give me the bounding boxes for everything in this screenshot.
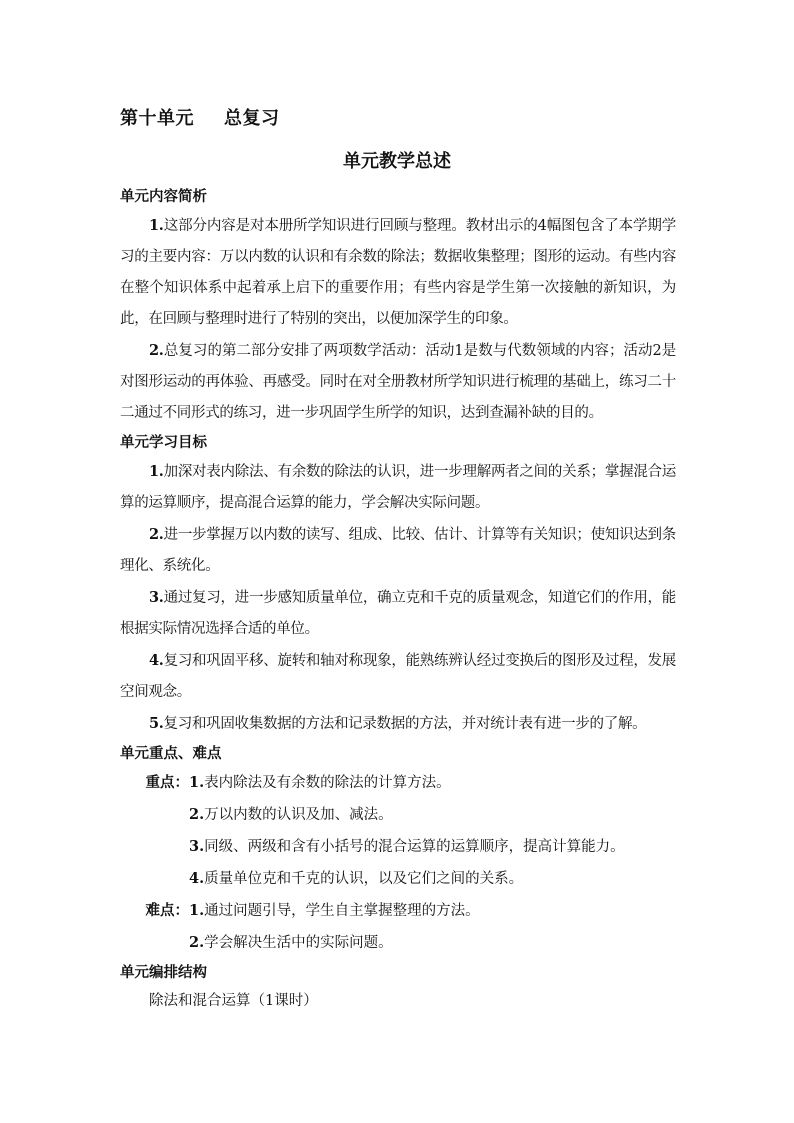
goal-item-4 (120, 645, 676, 708)
key-point-1 (120, 767, 676, 799)
section-heading-goals: 单元学习目标 (120, 434, 207, 451)
unit-number: 第十单元 (120, 108, 194, 129)
section-heading-structure: 单元编排结构 (120, 964, 207, 981)
key-point-3 (120, 831, 676, 863)
goal-text: 通过复习，进一步感知质量单位，确立克和千克的质量观念，知道它们的作用，能根据实际情况选择合适的单位。 (120, 590, 676, 637)
analysis-paragraph-1 (120, 210, 676, 335)
section-heading-analysis: 单元内容简析 (120, 188, 207, 205)
document-title: 单元教学总述 (343, 151, 451, 172)
paragraph-text: 这部分内容是对本册所学知识进行回顾与整理。教材出示的4幅图包含了本学期学习的主要内容：万以内数的认识和有余数的除法；数据收集整理；图形的运动。有些内容在整个知识体系中起着承上启下的重要作用；有些内容是学生第一次接触的新知识，为此，在回顾与整理时进行了特别的突出，以便加深学生的印象。 (120, 218, 676, 327)
key-point-4 (120, 863, 676, 895)
key-point-text: 表内除法及有余数的除法的计算方法。 (204, 775, 451, 791)
goal-number: 5. (149, 715, 164, 732)
goal-text: 加深对表内除法、有余数的除法的认识，进一步理解两者之间的关系；掌握混合运算的运算顺序，提高混合运算的能力，学会解决实际问题。 (120, 464, 676, 511)
document-body (120, 183, 676, 1017)
key-point-2 (120, 799, 676, 831)
paragraph-number: 1. (149, 217, 164, 234)
unit-name: 总复习 (224, 108, 280, 129)
key-point-number: 1. (189, 774, 205, 791)
key-point-text: 同级、两级和含有小括号的混合运算的运算顺序，提高计算能力。 (204, 839, 625, 855)
goal-number: 4. (149, 652, 164, 669)
difficulty-text: 通过问题引导，学生自主掌握整理的方法。 (204, 903, 480, 919)
goal-item-1 (120, 456, 676, 519)
difficulty-1 (120, 895, 676, 927)
difficulty-number: 2. (189, 934, 205, 951)
difficulty-text: 学会解决生活中的实际问题。 (204, 935, 393, 951)
goal-text: 进一步掌握万以内数的读写、组成、比较、估计、计算等有关知识；使知识达到条理化、系统化。 (120, 527, 676, 574)
goal-item-3 (120, 582, 676, 645)
key-point-number: 4. (189, 870, 205, 887)
goal-text: 复习和巩固收集数据的方法和记录数据的方法，并对统计表有进一步的了解。 (163, 716, 647, 732)
key-points-label: 重点： (145, 774, 189, 791)
key-point-text: 万以内数的认识及加、减法。 (204, 807, 393, 823)
difficulty-number: 1. (189, 902, 205, 919)
goal-number: 3. (149, 589, 164, 606)
goal-text: 复习和巩固平移、旋转和轴对称现象，能熟练辨认经过变换后的图形及过程，发展空间观念。 (120, 653, 676, 700)
key-point-text: 质量单位克和千克的认识，以及它们之间的关系。 (204, 871, 524, 887)
structure-line: 除法和混合运算（1课时） (149, 993, 318, 1009)
difficulty-2 (120, 927, 676, 959)
goal-number: 2. (149, 526, 164, 543)
analysis-paragraph-2 (120, 335, 676, 429)
section-heading-focus: 单元重点、难点 (120, 745, 222, 762)
goal-number: 1. (149, 463, 164, 480)
key-point-number: 3. (189, 838, 205, 855)
paragraph-text: 总复习的第二部分安排了两项数学活动：活动1是数与代数领域的内容；活动2是对图形运动的再体验、再感受。同时在对全册教材所学知识进行梳理的基础上，练习二十二通过不同形式的练习，进一步巩固学生所学的知识，达到查漏补缺的目的。 (120, 343, 676, 421)
key-point-number: 2. (189, 806, 205, 823)
goal-item-5 (120, 708, 676, 740)
difficulties-label: 难点： (145, 902, 189, 919)
paragraph-number: 2. (149, 342, 164, 359)
goal-item-2 (120, 519, 676, 582)
unit-title (120, 104, 280, 130)
